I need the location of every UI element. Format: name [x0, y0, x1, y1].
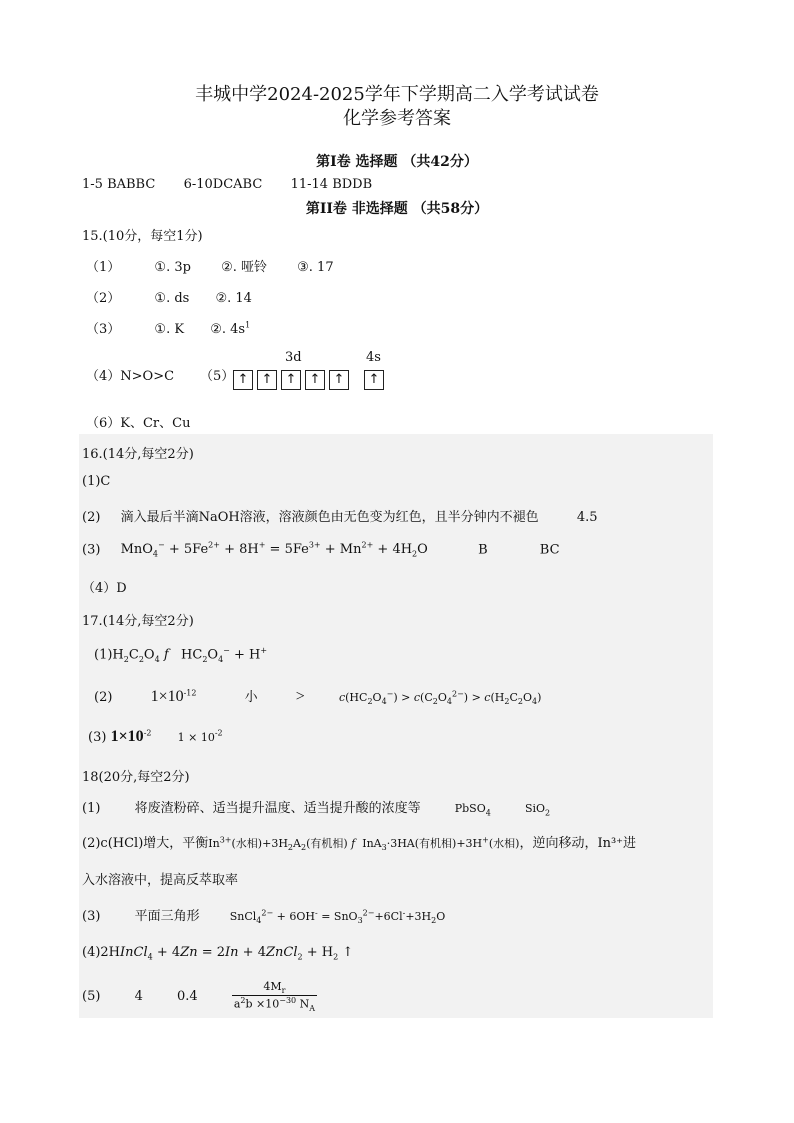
- item-number: (2): [94, 690, 113, 705]
- item-number: （3）: [86, 322, 121, 337]
- equilibrium-equation: $In^{3+}$(水相)$+3H_2A_2$(有机相) f InA$_3$·3HA(有机相)+3H+(水相): [208, 835, 520, 853]
- exponent: -2: [143, 728, 152, 738]
- answer: 小: [244, 690, 258, 705]
- orbital-box: ↑: [364, 370, 384, 390]
- q18-row2: [82, 832, 636, 852]
- q18-heading: 18(20分,每空2分): [82, 770, 190, 785]
- answer: （4）N>O>C: [86, 369, 175, 384]
- answer: ②. 哑铃: [221, 260, 267, 275]
- q18-row4-equation: (4)2HInCl$_4$ + 4Zn = 2In + 4ZnCl$_2$ + $H_2$ ↑: [82, 945, 354, 962]
- answer: B: [478, 542, 488, 558]
- q16-row3: [82, 541, 560, 559]
- q17-heading: 17.(14分,每空2分): [82, 614, 194, 629]
- part1-heading: 第Ⅰ卷 选择题 （共42分）: [316, 154, 478, 170]
- item-number: （2）: [86, 291, 121, 306]
- q17-row3: [88, 728, 223, 746]
- orbital-box: ↑: [305, 370, 325, 390]
- q15-row3: [86, 318, 250, 337]
- answer: 1×10: [110, 728, 144, 745]
- orbital-label-3d: 3d: [285, 350, 302, 365]
- answer: SiO: [524, 802, 546, 815]
- answer-text: (2)c(HCl)增大，平衡: [82, 836, 209, 851]
- part1-answers: [82, 177, 372, 192]
- answer: ②. 14: [215, 291, 252, 306]
- item-number: (3): [88, 730, 107, 745]
- answer: ①. 3p: [154, 260, 191, 275]
- item-number: (3): [82, 542, 101, 558]
- answer: 滴入最后半滴NaOH溶液，溶液颜色由无色变为红色，且半分钟内不褪色: [120, 510, 539, 525]
- part2-heading: 第ⅠⅠ卷 非选择题 （共58分）: [305, 201, 489, 217]
- item-number: (5): [82, 989, 101, 1005]
- subscript: 4: [485, 808, 491, 818]
- answer-group: 6-10DCABC: [183, 177, 263, 192]
- answer: >: [295, 688, 305, 705]
- density-fraction: $\frac{4M_r}{a^2b \times 10^{-30} N_A}$: [233, 980, 316, 1014]
- answer: 0.4: [176, 989, 198, 1005]
- superscript: 1: [245, 320, 251, 330]
- orbital-box: ↑: [233, 370, 253, 390]
- orbital-box: ↑: [257, 370, 277, 390]
- q16-row4: （4）D: [82, 581, 127, 596]
- q18-row5: [82, 980, 317, 1013]
- item-number: （1）: [86, 260, 121, 275]
- orbital-label-4s: 4s: [366, 350, 381, 365]
- item-number: (2): [82, 510, 101, 525]
- q16-row1: (1)C: [82, 474, 111, 489]
- q18-row2-cont: 入水溶液中，提高反萃取率: [82, 873, 239, 888]
- exponent: -12: [183, 688, 197, 698]
- q18-row3: [82, 905, 445, 925]
- item-number: (1): [82, 801, 101, 816]
- answer-group: 11-14 BDDB: [290, 177, 373, 192]
- exponent: -2: [214, 728, 223, 738]
- answer: ②. 4s: [210, 322, 246, 337]
- answer: 4: [134, 989, 143, 1005]
- q17-row1-equation: $(1)H_2C_2O_4$ f $HC_2O_4^- + H^+$: [94, 646, 268, 664]
- q17-row2: [94, 686, 541, 706]
- answer: 平面三角形: [134, 909, 200, 924]
- answer: 1 × 10: [177, 731, 215, 744]
- answer: 4.5: [576, 510, 598, 525]
- answer: PbSO: [454, 802, 486, 815]
- q16-row2: [82, 506, 598, 525]
- answer: 1×10: [150, 688, 184, 705]
- concentration-order: $c(HC_2O_4^-) > c(C_2O_4^{2-}) > c(H_2C_2O_4)$: [338, 689, 542, 707]
- ionic-equation: $MnO_4^- + 5Fe^{2+} + 8H^+ = 5Fe^{3+} + Mn^{2+} + 4H_2O$: [120, 541, 428, 559]
- ionic-equation: SnCl$_4^{2-}$ + $6OH^- = SnO_3^{2-}+6Cl^-+3H_2O$: [229, 908, 446, 926]
- q18-row1: [82, 797, 550, 818]
- q16-heading: 16.(14分,每空2分): [82, 447, 194, 462]
- answer: BC: [539, 542, 560, 558]
- answer: ①. ds: [154, 291, 190, 306]
- q15-row1: [86, 256, 334, 275]
- answer: ③. 17: [297, 260, 334, 275]
- q15-row6: （6）K、Cr、Cu: [86, 416, 191, 431]
- subscript: 2: [545, 808, 551, 818]
- document-title: 丰城中学2024-2025学年下学期高二入学考试试卷: [195, 84, 599, 105]
- q15-heading: 15.(10分，每空1分): [82, 229, 203, 244]
- q15-row2: [86, 287, 252, 306]
- item-number: (3): [82, 909, 101, 924]
- answer: 将废渣粉碎、适当提升温度、适当提升酸的浓度等: [134, 801, 421, 816]
- q15-item5-number: （5）: [200, 369, 235, 384]
- document-subtitle: 化学参考答案: [343, 108, 451, 129]
- answer-group: 1-5 BABBC: [82, 177, 156, 192]
- answer-text: ，逆向移动，In³⁺进: [519, 836, 637, 851]
- q15-row4: [86, 365, 174, 384]
- orbital-box: ↑: [281, 370, 301, 390]
- orbital-box: ↑: [329, 370, 349, 390]
- answer: ①. K: [154, 322, 185, 337]
